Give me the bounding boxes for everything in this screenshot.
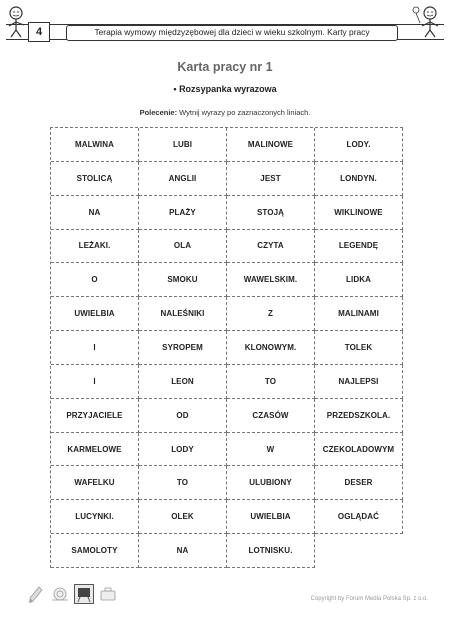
word-card: LEGENDĘ <box>315 230 403 264</box>
word-card: PLAŻY <box>139 196 227 230</box>
word-card: LEŻAKI. <box>51 230 139 264</box>
word-card: PRZYJACIELE <box>51 399 139 433</box>
snail-icon <box>50 584 70 604</box>
instruction-text: Wytnij wyrazy po zaznaczonych liniach. <box>179 108 311 117</box>
instruction-label: Polecenie: <box>139 108 178 117</box>
word-card: LONDYN. <box>315 162 403 196</box>
word-card: CZASÓW <box>227 399 315 433</box>
word-card: ULUBIONY <box>227 466 315 500</box>
subtitle-text: Rozsypanka wyrazowa <box>179 84 277 94</box>
word-card: CZEKOLADOWYM <box>315 433 403 467</box>
word-card: OGLĄDAĆ <box>315 500 403 534</box>
instruction <box>0 108 450 117</box>
worksheet-title: Karta pracy nr 1 <box>177 60 273 74</box>
word-card: O <box>51 263 139 297</box>
word-card: ANGLII <box>139 162 227 196</box>
word-card: WAWELSKIM. <box>227 263 315 297</box>
word-card: OLA <box>139 230 227 264</box>
word-card: LUBI <box>139 128 227 162</box>
word-card: NA <box>51 196 139 230</box>
word-card: UWIELBIA <box>51 297 139 331</box>
word-card: JEST <box>227 162 315 196</box>
word-card: UWIELBIA <box>227 500 315 534</box>
word-card: LODY. <box>315 128 403 162</box>
word-card: Z <box>227 297 315 331</box>
word-card: TO <box>227 365 315 399</box>
word-card: PRZEDSZKOLA. <box>315 399 403 433</box>
word-card: STOJĄ <box>227 196 315 230</box>
word-card: KARMELOWE <box>51 433 139 467</box>
word-card: LODY <box>139 433 227 467</box>
word-card: STOLICĄ <box>51 162 139 196</box>
child-drawing-icon <box>6 6 30 38</box>
word-card: WIKLINOWE <box>315 196 403 230</box>
child-with-flower-icon <box>410 6 444 38</box>
page-header <box>6 18 444 40</box>
word-card: I <box>51 365 139 399</box>
word-card: OLEK <box>139 500 227 534</box>
word-card: I <box>51 331 139 365</box>
word-card: NA <box>139 534 227 568</box>
header-title: Terapia wymowy międzyzębowej dla dzieci w wieku szkolnym. Karty pracy <box>66 25 398 41</box>
word-card <box>315 534 403 568</box>
word-card: SAMOLOTY <box>51 534 139 568</box>
easel-icon <box>74 584 94 604</box>
word-card: NAJLEPSI <box>315 365 403 399</box>
word-card: TOLEK <box>315 331 403 365</box>
page-number: 4 <box>28 22 50 42</box>
word-cutout-grid <box>50 127 403 568</box>
word-card: NALEŚNIKI <box>139 297 227 331</box>
word-card: W <box>227 433 315 467</box>
word-card: WAFELKU <box>51 466 139 500</box>
word-card: CZYTA <box>227 230 315 264</box>
word-card: LOTNISKU. <box>227 534 315 568</box>
word-card: TO <box>139 466 227 500</box>
briefcase-icon <box>98 584 118 604</box>
word-card: DESER <box>315 466 403 500</box>
word-card: MALWINA <box>51 128 139 162</box>
word-card: MALINOWE <box>227 128 315 162</box>
footer-icons <box>26 584 126 606</box>
word-card: LUCYNKI. <box>51 500 139 534</box>
worksheet-subtitle <box>0 84 450 94</box>
word-card: OD <box>139 399 227 433</box>
word-card: LIDKA <box>315 263 403 297</box>
pencil-icon <box>26 584 46 604</box>
copyright-notice: Copyright by Forum Media Polska Sp. z o.o. <box>310 596 428 602</box>
word-card: SMOKU <box>139 263 227 297</box>
word-card: LEON <box>139 365 227 399</box>
word-card: KLONOWYM. <box>227 331 315 365</box>
bullet-icon: • <box>173 84 177 94</box>
word-card: MALINAMI <box>315 297 403 331</box>
word-card: SYROPEM <box>139 331 227 365</box>
